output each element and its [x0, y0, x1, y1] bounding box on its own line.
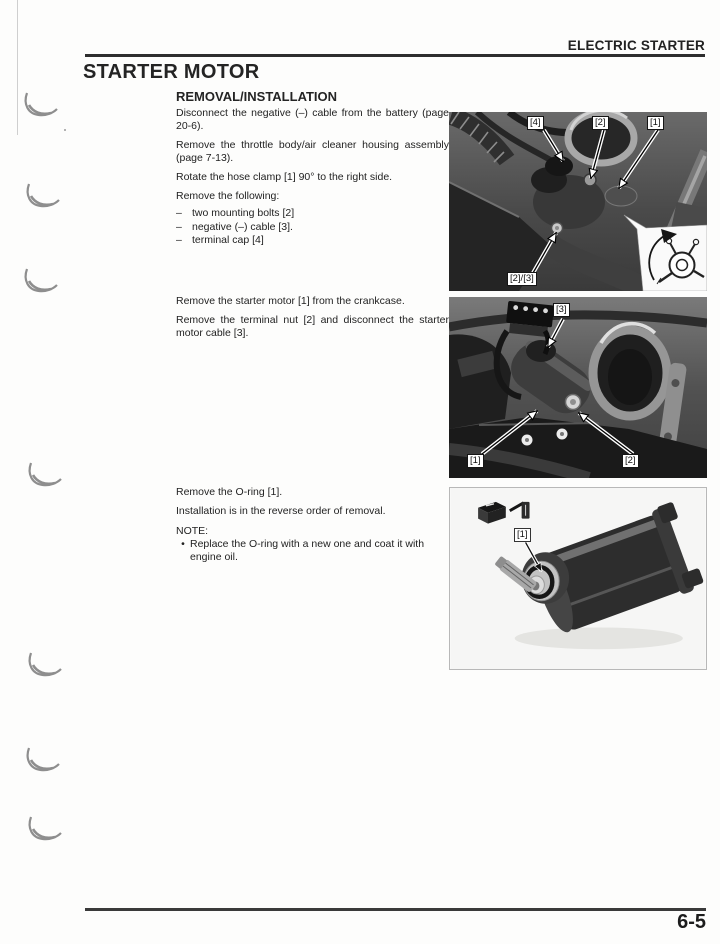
procedure-text-3: [176, 486, 449, 564]
binding-ring-shadow: [24, 462, 62, 492]
bolt-center: [555, 226, 559, 230]
paragraph: Disconnect the negative (–) cable from the battery (page 20-6).: [176, 107, 449, 132]
list-item: [176, 234, 449, 247]
dash-marker: –: [176, 233, 182, 246]
section-heading: REMOVAL/INSTALLATION: [176, 89, 338, 104]
binding-ring-shadow: [24, 816, 62, 846]
callout-label-1: [1]: [467, 454, 484, 468]
list-item-text: negative (–) cable [3].: [192, 220, 293, 233]
paragraph: Remove the following:: [176, 190, 280, 203]
page-title: STARTER MOTOR: [83, 61, 260, 83]
terminal-stud: [570, 399, 576, 405]
paragraph: Remove the throttle body/air cleaner housing assembly (page 7-13).: [176, 139, 449, 164]
callout-label-2: [2]: [592, 116, 609, 130]
note-item-text: Replace the O-ring with a new one and coat it with engine oil.: [190, 538, 425, 564]
binding-ring-shadow: [24, 652, 62, 682]
shadow: [515, 627, 683, 649]
callout-label-1: [1]: [647, 116, 664, 130]
callout-label-4: [4]: [527, 116, 544, 130]
paragraph: Rotate the hose clamp [1] 90° to the right side.: [176, 171, 393, 184]
cable-3: [545, 331, 548, 354]
note-item: [176, 538, 449, 564]
callout-label-3: [3]: [553, 303, 570, 317]
list-item-text: terminal cap [4]: [192, 233, 264, 246]
starter-motor-illustration: [450, 488, 706, 669]
terminal-cap: [545, 156, 573, 176]
footer-rule: [85, 908, 706, 911]
list-item: [176, 207, 449, 220]
scan-speck: [64, 129, 66, 131]
procedure-text-2: [176, 295, 449, 346]
list-item: [176, 221, 449, 234]
bullet-marker: •: [181, 538, 185, 551]
binding-ring-shadow: [22, 183, 60, 213]
binding-ring-shadow: [20, 268, 58, 298]
photo-hose-clamp-removal: [449, 112, 707, 291]
note-label: NOTE:: [176, 524, 209, 537]
binding-ring-shadow: [22, 747, 60, 777]
page-edge-line: [17, 0, 18, 135]
running-header: ELECTRIC STARTER: [567, 38, 705, 53]
dash-marker: –: [176, 220, 182, 233]
callout-label-2-3: [2]/[3]: [507, 272, 537, 286]
photo-starter-motor-removal: [449, 297, 707, 478]
callout-label-1: [1]: [514, 528, 531, 542]
engine-bay-photo: [449, 112, 707, 291]
engine-bay-photo: [449, 297, 707, 478]
procedure-text-1: [176, 107, 449, 247]
paragraph: Remove the O-ring [1].: [176, 486, 283, 498]
bolt-hole-center: [560, 432, 564, 436]
hose-clamp: [605, 186, 637, 206]
header-rule: [85, 54, 705, 57]
page-number: 6-5: [677, 911, 706, 933]
funnel-throat: [608, 349, 652, 405]
photo-starter-motor-oring: [449, 487, 707, 670]
binding-ring-shadow: [20, 92, 58, 122]
dash-marker: –: [176, 207, 182, 220]
paragraph: Installation is in the reverse order of removal.: [176, 505, 386, 518]
paragraph: Remove the terminal nut [2] and disconnect the starter motor cable [3].: [176, 314, 449, 340]
callout-label-2: [2]: [622, 454, 639, 468]
paragraph: Remove the starter motor [1] from the crankcase.: [176, 295, 405, 307]
list-item-text: two mounting bolts [2]: [192, 207, 295, 220]
bolt-hole-center: [525, 438, 529, 442]
